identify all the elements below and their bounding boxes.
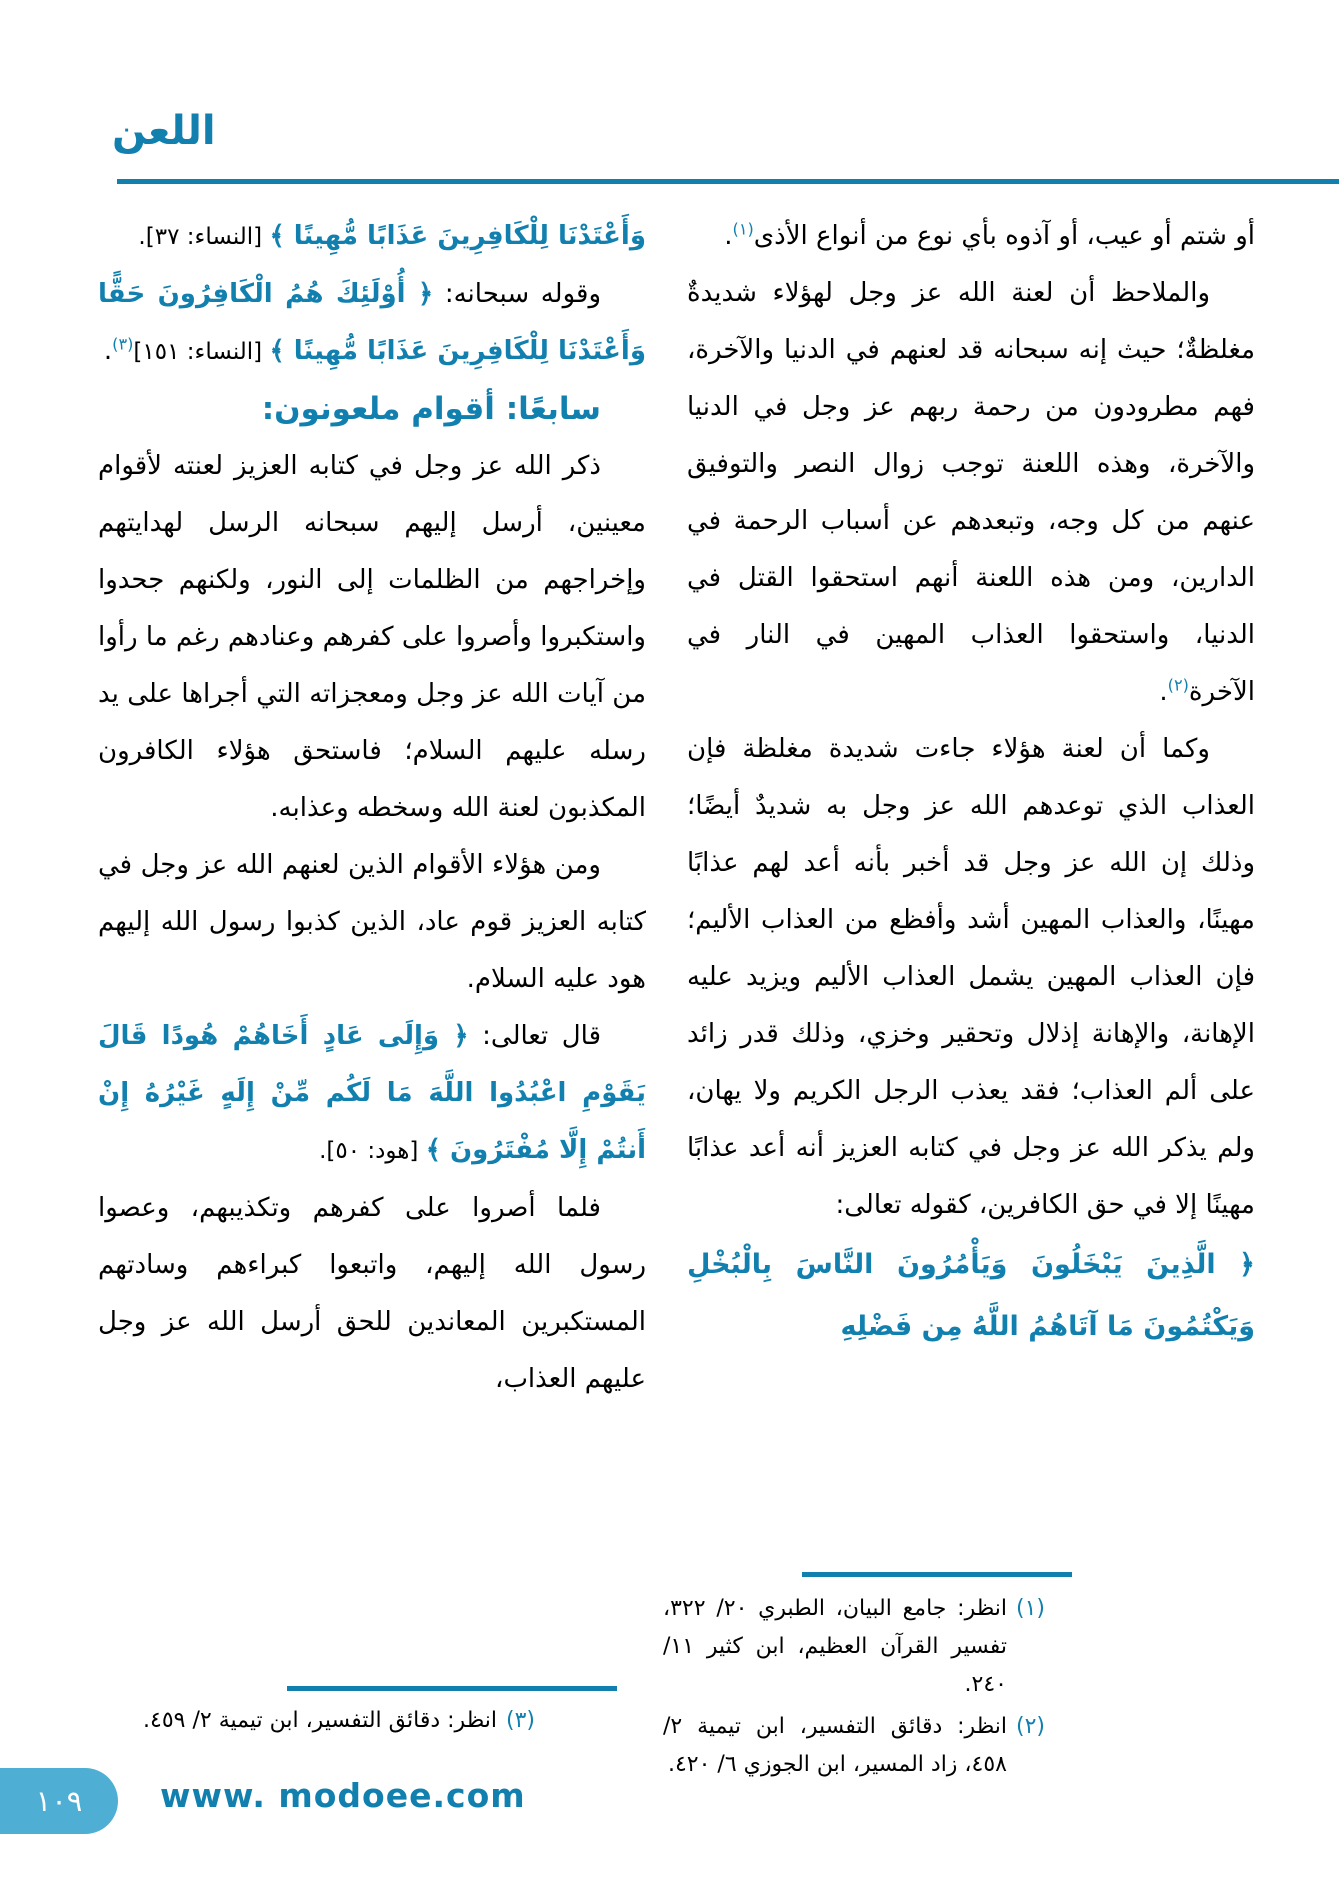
footnote-number: (١) [1015, 1596, 1045, 1621]
footnote-ref: (١) [732, 219, 754, 239]
column-right [687, 208, 1255, 1358]
paragraph [687, 721, 1255, 1234]
body-text: . [724, 221, 733, 251]
page-number-badge: ١٠٩ [0, 1768, 118, 1834]
website-url: www. modoee.com [160, 1776, 526, 1815]
column-left [98, 208, 646, 1408]
quran-verse: ﴿ وَإِلَى عَادٍ أَخَاهُمْ هُودًا قَالَ يَقَوْمِ اعْبُدُوا اللَّهَ مَا لَكُم مِّنْ إِلَهٍ غَيْرُهُ إِنْ أَنتُمْ إِلَّا مُفْتَرُونَ ﴾ [98, 1021, 646, 1165]
footnote-ref: (٣) [112, 334, 134, 354]
quran-verse: وَأَعْتَدْنَا لِلْكَافِرِينَ عَذَابًا مُّهِينًا ﴾ [269, 221, 646, 251]
paragraph: ذكر الله عز وجل في كتابه العزيز لعنته لأقوام معينين، أرسل إليهم سبحانه الرسل لهدايتهم وإخراجهم من الظلمات إلى النور، ولكنهم جحدوا واستكبروا وأصروا على كفرهم وعنادهم رغم ما رأوا من آيات الله عز وجل ومعجزاته التي أجراها على يد رسله عليهم السلام؛ فاستحق هؤلاء الكافرون المكذبون لعنة الله وسخطه وعذابه. [98, 451, 646, 823]
footnote-number: (٢) [1015, 1714, 1045, 1739]
header-rule [117, 179, 1339, 184]
body-text: . [103, 336, 113, 366]
body-text: . [1159, 677, 1168, 707]
footnotes-left [123, 1702, 535, 1744]
verse-reference: [هود: ٥٠]. [319, 1138, 426, 1164]
body-text: أو شتم أو عيب، أو آذوه بأي نوع من أنواع الأذى [753, 221, 1255, 251]
body-text: وكما أن لعنة هؤلاء جاءت شديدة مغلظة فإن العذاب الذي توعدهم الله عز وجل به شديدٌ أيضًا؛ وذلك إن الله عز وجل قد أخبر بأنه أعد لهم عذابًا مهينًا، والعذاب المهين أشد وأفظع من العذاب الأليم؛ فإن العذاب المهين يشمل العذاب الأليم ويزيد عليه الإهانة، والإهانة إذلال وتحقير وخزي، وذلك قدر زائد على ألم العذاب؛ فقد يعذب الرجل الكريم ولا يهان، ولم يذكر الله عز وجل في كتابه العزيز أنه أعد عذابًا مهينًا إلا في حق الكافرين، كقوله تعالى: [687, 734, 1255, 1220]
footnote-text: انظر: جامع البيان، الطبري ٢٠/ ٣٢٢، تفسير القرآن العظيم، ابن كثير ١١/ ٢٤٠. [663, 1596, 1007, 1697]
footnote-separator-left [287, 1686, 617, 1691]
footnote-ref: (٢) [1167, 675, 1189, 695]
footnote-text: انظر: دقائق التفسير، ابن تيمية ٢/ ٤٥٩. [143, 1708, 497, 1733]
footnotes-right [663, 1590, 1045, 1788]
footnote [663, 1708, 1045, 1784]
quran-verse: ﴿ أُوْلَئِكَ هُمُ الْكَافِرُونَ حَقًّا وَأَعْتَدْنَا لِلْكَافِرِينَ عَذَابًا مُّهِينًا ﴾ [98, 279, 646, 366]
paragraph: فلما أصروا على كفرهم وتكذيبهم، وعصوا رسول الله إليهم، واتبعوا كبراءهم وسادتهم المستكبرين المعاندين للحق أرسل الله عز وجل عليهم العذاب، [98, 1193, 646, 1394]
paragraph: ومن هؤلاء الأقوام الذين لعنهم الله عز وجل في كتابه العزيز قوم عاد، الذين كذبوا رسول الله إليهم هود عليه السلام. [98, 850, 646, 994]
footnote-text: انظر: دقائق التفسير، ابن تيمية ٢/ ٤٥٨، زاد المسير، ابن الجوزي ٦/ ٤٢٠. [663, 1714, 1007, 1777]
paragraph [98, 208, 646, 266]
footnote [663, 1590, 1045, 1704]
footnote-separator-right [802, 1572, 1072, 1577]
verse-reference: [النساء: ١٥١] [133, 339, 270, 365]
paragraph [98, 1008, 646, 1180]
body-text: والملاحظ أن لعنة الله عز وجل لهؤلاء شديدةٌ مغلظةٌ؛ حيث إنه سبحانه قد لعنهم في الدنيا والآخرة، فهم مطرودون من رحمة ربهم عز وجل في الدنيا والآخرة، وهذه اللعنة توجب زوال النصر والتوفيق عنهم من كل وجه، وتبعدهم عن أسباب الرحمة في الدارين، ومن هذه اللعنة أنهم استحقوا القتل في الدنيا، واستحقوا العذاب المهين في النار في الآخرة [687, 278, 1255, 707]
body-text: قال تعالى: [468, 1021, 601, 1051]
footnote-number: (٣) [505, 1708, 535, 1733]
body-text: وقوله سبحانه: [433, 279, 602, 309]
paragraph [687, 265, 1255, 721]
paragraph [687, 208, 1255, 265]
section-heading: سابعًا: أقوام ملعونون: [261, 391, 601, 427]
verse-reference: [النساء: ٣٧]. [138, 224, 270, 250]
quran-verse: ﴿ الَّذِينَ يَبْخَلُونَ وَيَأْمُرُونَ النَّاسَ بِالْبُخْلِ وَيَكْتُمُونَ مَا آتَاهُمُ اللَّهُ مِن فَضْلِهِ [687, 1249, 1255, 1342]
footnote [123, 1702, 535, 1740]
page-title: اللعن [112, 108, 216, 154]
paragraph [98, 266, 646, 381]
